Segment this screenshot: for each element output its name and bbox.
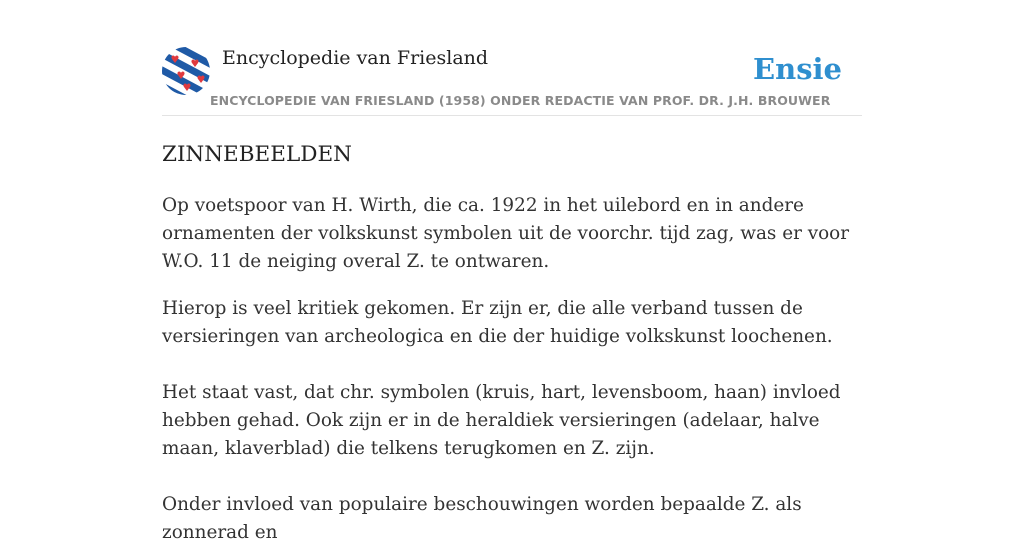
content-column <box>162 0 862 547</box>
article-paragraph-2: Hierop is veel kritiek gekomen. Er zijn er, die alle verband tussen de versieringen van archeologica en die der huidige volkskunst loochenen. <box>162 298 833 347</box>
article-paragraph-4: Onder invloed van populaire beschouwingen worden bepaalde Z. als zonnerad en <box>162 494 802 543</box>
site-subtitle: ENCYCLOPEDIE VAN FRIESLAND (1958) ONDER REDACTIE VAN PROF. DR. J.H. BROUWER <box>210 93 831 108</box>
ensie-brand-logo[interactable]: Ensie <box>753 52 842 86</box>
frisian-flag-logo-icon[interactable] <box>162 47 210 95</box>
site-header <box>162 0 862 116</box>
article-paragraph-3: Het staat vast, dat chr. symbolen (kruis, hart, levensboom, haan) invloed hebben gehad. Ook zijn er in de heraldiek versieringen (adelaar, halve maan, klaverblad) die telkens terugkomen en Z. zijn. <box>162 382 841 459</box>
article-title: ZINNEBEELDEN <box>162 142 352 167</box>
site-title[interactable]: Encyclopedie van Friesland <box>222 47 489 69</box>
article-paragraph-1: Op voetspoor van H. Wirth, die ca. 1922 in het uilebord en in andere ornamenten der volkskunst symbolen uit de voorchr. tijd zag, was er voor W.O. 11 de neiging overal Z. te ontwaren. <box>162 195 850 272</box>
